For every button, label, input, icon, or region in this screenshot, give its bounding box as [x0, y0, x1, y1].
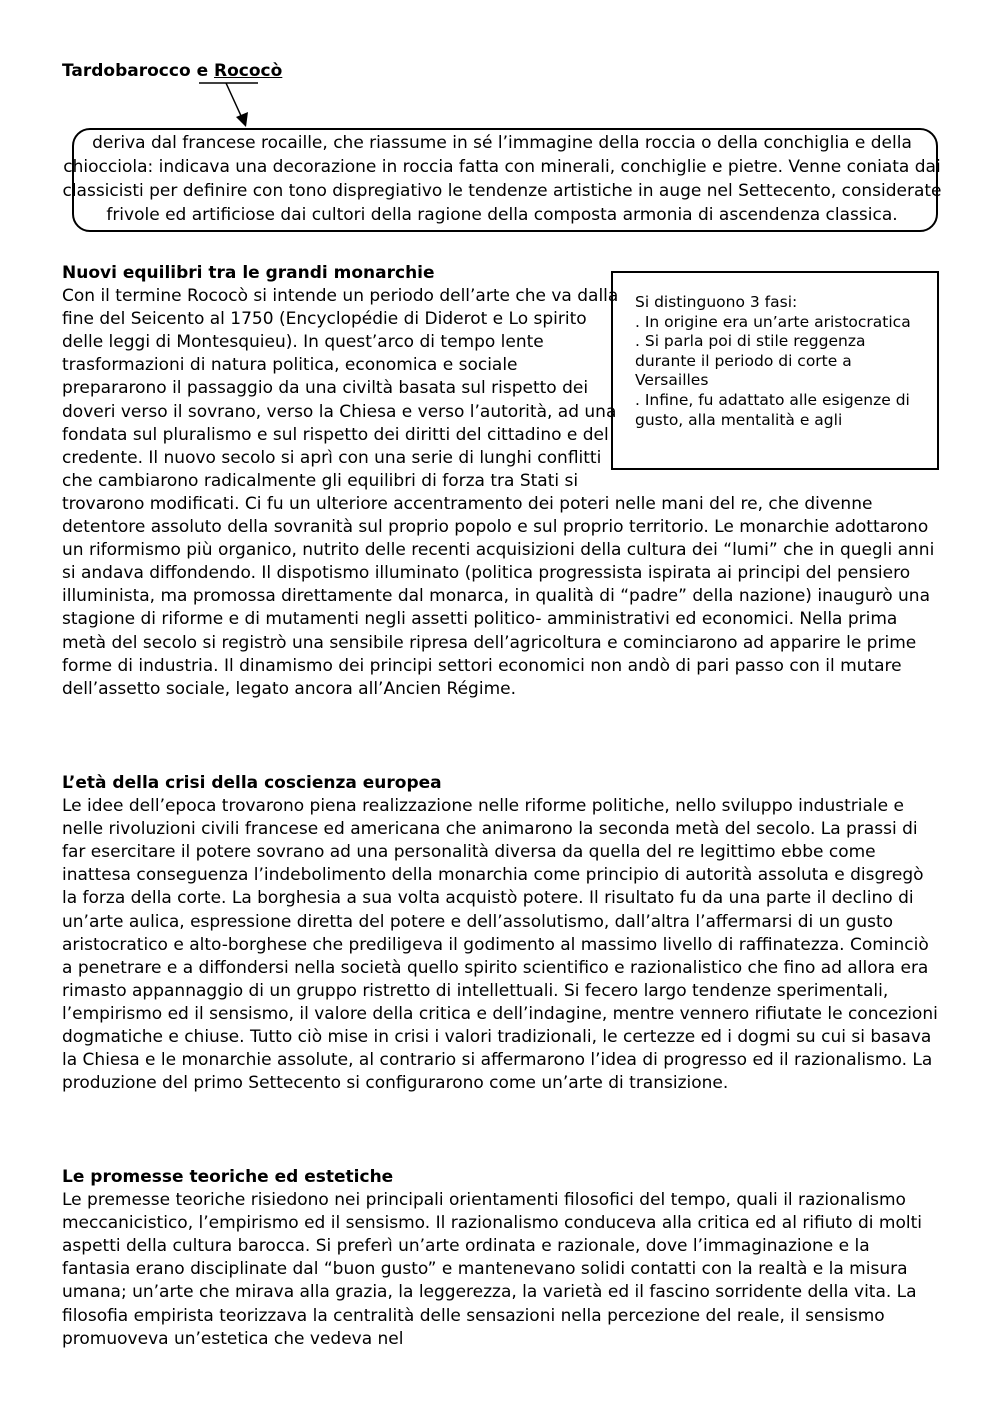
section-heading: Nuovi equilibri tra le grandi monarchie	[62, 263, 435, 283]
section-body: Le premesse teoriche risiedono nei principali orientamenti filosofici del tempo, quali il razionalismo meccanicistico, l’empirismo ed il sensismo. Il razionalismo conduceva alla critica ed al rifiuto di molti aspetti della cultura barocca. Si preferì un’arte ordinata e razionale, dove l’immaginazione e la fantasia erano disciplinate dal “buon gusto” e mantenevano solidi contatti con la realtà e la misura umana; un’arte che mirava alla grazia, la leggerezza, la varietà ed il fascino sorridente della vita. La filosofia empirista teorizzava la centralità delle sensazioni nella percezione del reale, il sensismo promuoveva un’estetica che vedeva nel	[62, 1190, 922, 1349]
section-crisi-coscienza	[62, 772, 938, 1095]
definition-callout-text: deriva dal francese rocaille, che riassume in sé l’immagine della roccia o della conchiglia e della chiocciola: indicava una decorazione in roccia fatta con minerali, conchiglie e pietre. Venne coniata dai classicisti per definire con tono dispregiativo le tendenze artistiche in auge nel Settecento, considerate frivole ed artificiose dai cultori della ragione della composta armonia di ascendenza classica.	[62, 133, 942, 225]
section-monarchie	[62, 262, 938, 701]
title-text-part1: Tardobarocco e	[62, 61, 215, 81]
section-promesse-teoriche	[62, 1166, 938, 1351]
section-heading: Le promesse teoriche ed estetiche	[62, 1167, 394, 1187]
sidebar-line: . Infine, fu adattato alle esigenze di gusto, alla mentalità e agli	[635, 390, 910, 429]
section-body: Con il termine Rococò si intende un periodo dell’arte che va dalla fine del Seicento al 1750 (Encyclopédie di Diderot e Lo spirito delle leggi di Montesquieu). In quest’arco di tempo lente trasformazioni di natura politica, economica e sociale prepararono il passaggio da una civiltà basata sul rispetto dei doveri verso il sovrano, verso la Chiesa e verso l’autorità, ad una fondata sul pluralismo e sul rispetto dei diritti del cittadino e del credente. Il nuovo secolo si aprì con una serie di lunghi conflitti che cambiarono radicalmente gli equilibri di forza tra Stati si trovarono modificati. Ci fu un ulteriore accentramento dei poteri nelle mani del re, che divenne detentore assoluto della sovranità sul proprio popolo e sul proprio territorio. Le monarchie adottarono un riformismo più organico, nutrito delle recenti acquisizioni della cultura dei “lumi” che in quegli anni si andava diffondendo. Il dispotismo illuminato (politica progressista ispirata ai principi del pensiero illuminista, ma promossa direttamente dal monarca, in qualità di “padre” della nazione) inaugurò una stagione di riforme e di mutamenti negli assetti politico- amministrativi ed economici. Nella prima metà del secolo si registrò una sensibile ripresa dell’agricoltura e cominciarono ad apparire le prime forme di industria. Il dinamismo dei principi settori economici non andò di pari passo con il mutare dell’assetto sociale, legato ancora all’Ancien Régime.	[62, 286, 935, 699]
callout-arrow-icon	[0, 0, 1000, 140]
sidebar-line: Si distinguono 3 fasi:	[635, 293, 798, 311]
sidebar-line: . Si parla poi di stile reggenza durante il periodo di corte a Versailles	[635, 332, 866, 390]
section-heading: L’età della crisi della coscienza europea	[62, 773, 442, 793]
title-text-rococo: Rococò	[214, 61, 283, 81]
section-body: Le idee dell’epoca trovarono piena realizzazione nelle riforme politiche, nello sviluppo industriale e nelle rivoluzioni civili francese ed americana che animarono la seconda metà del secolo. La prassi di far esercitare il potere sovrano ad una personalità diversa da quella del re legittimo ebbe come inattesa conseguenza l’indebolimento della monarchia come principio di autorità assoluta e disgregò la forza della corte. La borghesia a sua volta acquistò potere. Il risultato fu da una parte il declino di un’arte aulica, espressione diretta del potere e dell’assolutismo, dall’altra l’affermarsi di un gusto aristocratico e alto-borghese che prediligeva il godimento al massimo livello di raffinatezza. Cominciò a penetrare e a diffondersi nella società quello spirito scientifico e razionalistico che fino ad allora era rimasto appannaggio di un gruppo ristretto di intellettuali. Si fecero largo tendenze sperimentali, l’empirismo ed il sensismo, il valore della critica e dell’indagine, mentre vennero rifiutate le concezioni dogmatiche e chiuse. Tutto ciò mise in crisi i valori tradizionali, le certezze ed i dogmi su cui si basava la Chiesa e le monarchie assolute, al contrario si affermarono l’idea di progresso ed il razionalismo. La produzione del primo Settecento si configurarono come un’arte di transizione.	[62, 796, 938, 1094]
sidebar-line: . In origine era un’arte aristocratica	[635, 312, 911, 331]
sidebar-wrap-spacer	[620, 262, 938, 472]
